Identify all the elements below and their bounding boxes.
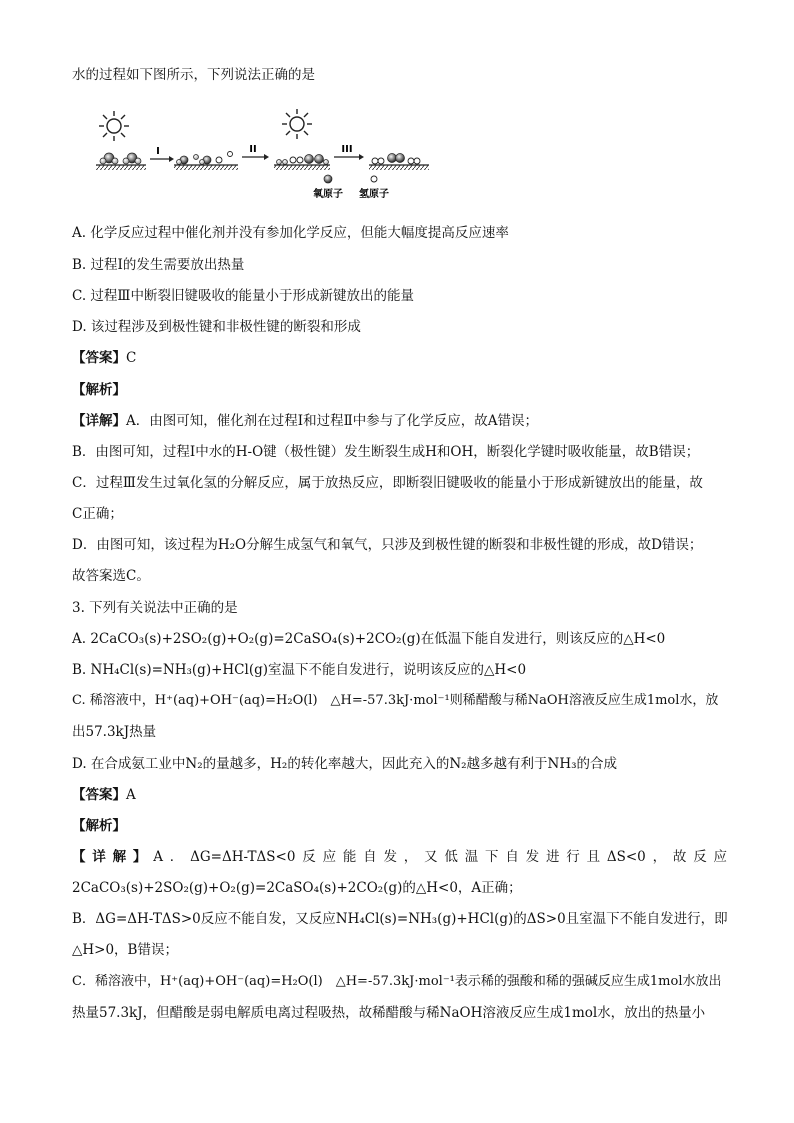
q3-detail-a-line-1 xyxy=(72,847,727,867)
step-label: III xyxy=(341,144,353,155)
q3-analysis-tag: 【解析】 xyxy=(72,818,126,834)
q3-option-a: A. 2CaCO₃(s)+2SO₂(g)+O₂(g)=2CaSO₄(s)+2CO₂(g)在低温下能自发进行，则该反应的△H<0 xyxy=(72,631,666,647)
detail-c-line-2: C正确； xyxy=(72,506,123,522)
answer-line xyxy=(72,348,727,368)
answer-value: C xyxy=(126,350,137,366)
q3-detail-b-line-1: B．ΔG=ΔH-TΔS>0反应不能自发，又反应NH₄Cl(s)=NH₃(g)+HCl(g)的ΔS>0且室温下不能自发进行，即 xyxy=(72,911,728,927)
answer-tag: 【答案】 xyxy=(72,350,126,366)
detail-c-line-1: C．过程Ⅲ发生过氧化氢的分解反应，属于放热反应，即断裂旧键吸收的能量小于形成新键放出的能量，故 xyxy=(72,475,703,491)
step-arrow xyxy=(150,146,174,162)
q3-detail-a-text: A．ΔG=ΔH-TΔS<0反应能自发，又低温下自发进行且ΔS<0，故反应 xyxy=(153,849,728,865)
detail-a-text: A．由图可知，催化剂在过程Ⅰ和过程Ⅱ中参与了化学反应，故A错误； xyxy=(126,413,539,429)
legend-hydrogen-label: 氢原子 xyxy=(359,189,389,200)
hydrogen-atom-icon xyxy=(371,176,377,182)
detail-a xyxy=(72,411,727,431)
conclusion: 故答案选C。 xyxy=(72,568,150,584)
q3-option-c-line-1: C. 稀溶液中，H⁺(aq)+OH⁻(aq)=H₂O(l) △H=-57.3kJ·mol⁻¹则稀醋酸与稀NaOH溶液反应生成1mol水，放 xyxy=(72,693,719,708)
analysis-tag: 【解析】 xyxy=(72,382,126,398)
detail-b: B．由图可知，过程Ⅰ中水的H-O键（极性键）发生断裂生成H和OH，断裂化学键时吸收能量，故B错误； xyxy=(72,444,700,460)
detail-tag: 【详解】 xyxy=(72,413,126,429)
question-3-stem: 3. 下列有关说法中正确的是 xyxy=(72,600,238,616)
answer-tag: 【答案】 xyxy=(72,787,126,803)
q3-answer-line xyxy=(72,785,727,805)
oxygen-atom-icon xyxy=(324,175,332,183)
sun-icon xyxy=(282,109,312,139)
q3-detail-c-line-1: C．稀溶液中，H⁺(aq)+OH⁻(aq)=H₂O(l) △H=-57.3kJ·mol⁻¹表示稀的强酸和稀的强碱反应生成1mol水放出 xyxy=(72,974,722,989)
q3-option-c-line-2: 出57.3kJ热量 xyxy=(72,724,157,740)
option-d: D. 该过程涉及到极性键和非极性键的断裂和形成 xyxy=(72,319,361,335)
q3-option-d: D. 在合成氨工业中N₂的量越多，H₂的转化率越大，因此充入的N₂越多越有利于NH₃的合成 xyxy=(72,756,618,772)
answer-value: A xyxy=(126,787,136,803)
q3-detail-c-line-2: 热量57.3kJ，但醋酸是弱电解质电离过程吸热，故稀醋酸与稀NaOH溶液反应生成1mol水，放出的热量小 xyxy=(72,1005,706,1021)
q3-detail-a-line-2: 2CaCO₃(s)+2SO₂(g)+O₂(g)=2CaSO₄(s)+2CO₂(g)的△H<0，A正确； xyxy=(72,880,522,896)
option-c: C. 过程Ⅲ中断裂旧键吸收的能量小于形成新键放出的能量 xyxy=(72,288,414,304)
intermediate-species xyxy=(177,152,233,165)
step-arrow xyxy=(242,144,269,160)
detail-d: D．由图可知，该过程为H₂O分解生成氢气和氧气，只涉及到极性键的断裂和非极性键的形成，故D错误； xyxy=(72,537,703,553)
sun-icon xyxy=(99,111,129,141)
legend xyxy=(313,175,389,200)
water-molecules xyxy=(100,153,141,164)
product-molecules xyxy=(372,154,420,165)
q3-detail-b-line-2: △H>0，B错误； xyxy=(72,942,178,958)
water-splitting-diagram xyxy=(94,108,444,204)
legend-oxygen-label: 氧原子 xyxy=(313,189,343,200)
intermediate-species xyxy=(277,155,329,165)
catalyst-surface xyxy=(96,165,429,170)
detail-tag: 【详解】 xyxy=(72,849,154,865)
step-arrow xyxy=(334,144,364,160)
step-label: II xyxy=(249,144,257,155)
question-2-intro: 水的过程如下图所示，下列说法正确的是 xyxy=(72,67,315,83)
option-a: A. 化学反应过程中催化剂并没有参加化学反应，但能大幅度提高反应速率 xyxy=(72,225,509,241)
option-b: B. 过程Ⅰ的发生需要放出热量 xyxy=(72,257,245,273)
q3-option-b: B. NH₄Cl(s)=NH₃(g)+HCl(g)室温下不能自发进行，说明该反应的△H<0 xyxy=(72,662,527,678)
step-label: I xyxy=(156,146,160,157)
